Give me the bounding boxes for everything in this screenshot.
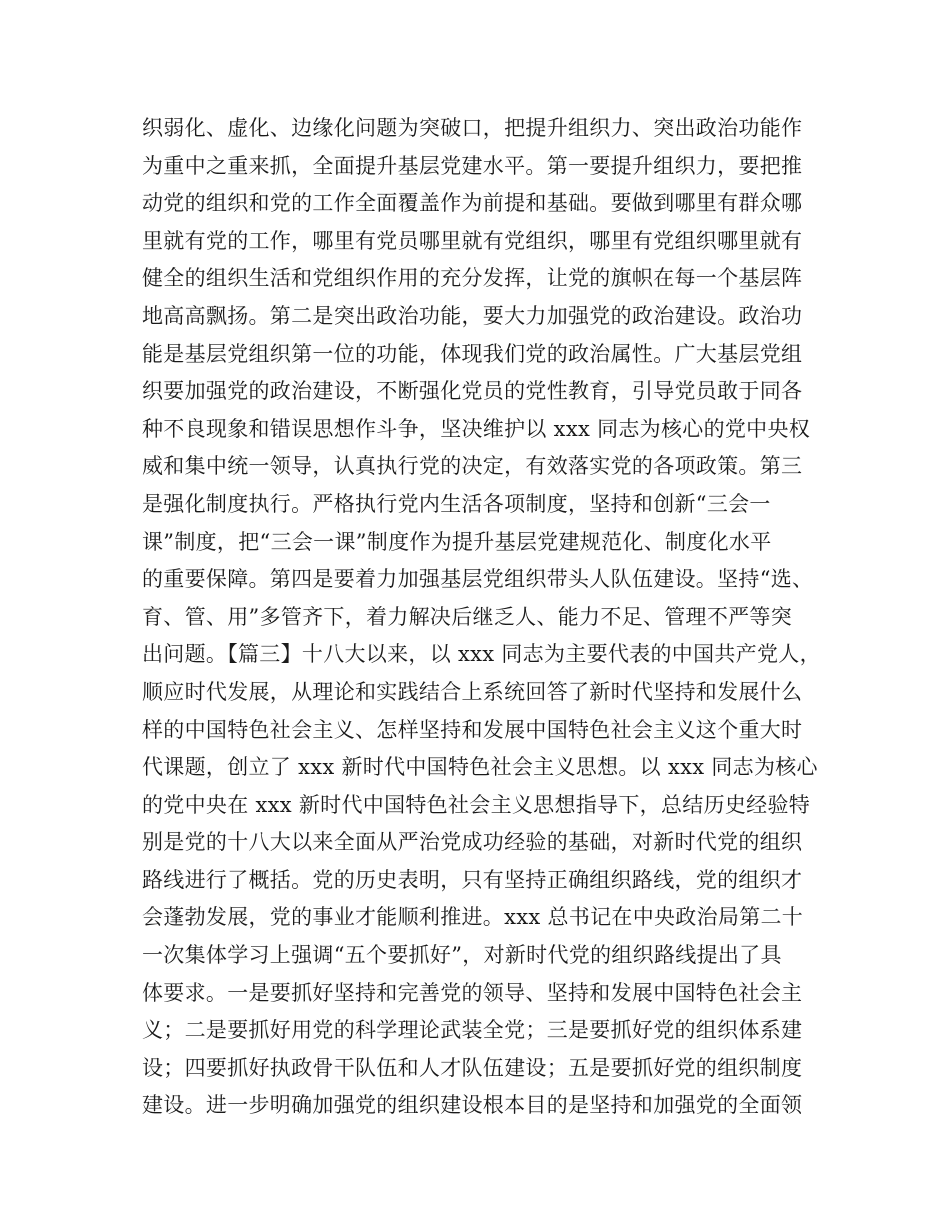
text-line: 别是党的十八大以来全面从严治党成功经验的基础，对新时代党的组织: [142, 830, 803, 855]
text-line: 织弱化、虚化、边缘化问题为突破口，把提升组织力、突出政治功能作: [142, 116, 803, 140]
text-line: 代课题，创立了 xxx 新时代中国特色社会主义思想。以 xxx 同志为核心: [142, 755, 818, 780]
text-line: 路线进行了概括。党的历史表明，只有坚持正确组织路线，党的组织才: [142, 867, 803, 892]
text-line: 义；二是要抓好用党的科学理论武装全党；三是要抓好党的组织体系建: [142, 1018, 803, 1043]
text-line: 健全的组织生活和党组织作用的充分发挥，让党的旗帜在每一个基层阵: [142, 266, 803, 291]
text-line: 的党中央在 xxx 新时代中国特色社会主义思想指导下，总结历史经验特: [142, 792, 811, 817]
text-line: 为重中之重来抓，全面提升基层党建水平。第一要提升组织力，要把推: [142, 153, 803, 178]
text-line: 出问题。【篇三】十八大以来，以 xxx 同志为主要代表的中国共产党人，: [142, 642, 821, 667]
text-line: 会蓬勃发展，党的事业才能顺利推进。xxx 总书记在中央政治局第二十: [142, 905, 804, 930]
text-line: 里就有党的工作，哪里有党员哪里就有党组织，哪里有党组织哪里就有: [142, 228, 803, 253]
text-line: 种不良现象和错误思想作斗争，坚决维护以 xxx 同志为核心的党中央权: [142, 416, 811, 441]
text-line: 体要求。一是要抓好坚持和完善党的领导、坚持和发展中国特色社会主: [142, 980, 803, 1005]
text-line: 建设。进一步明确加强党的组织建设根本目的是坚持和加强党的全面领: [142, 1093, 803, 1118]
text-line: 顺应时代发展，从理论和实践结合上系统回答了新时代坚持和发展什么: [142, 679, 803, 704]
text-line: 动党的组织和党的工作全面覆盖作为前提和基础。要做到哪里有群众哪: [142, 191, 803, 216]
text-line: 地高高飘扬。第二是突出政治功能，要大力加强党的政治建设。政治功: [142, 303, 803, 328]
text-line: 的重要保障。第四是要着力加强基层党组织带头人队伍建设。坚持“选、: [142, 567, 814, 592]
text-line: 样的中国特色社会主义、怎样坚持和发展中国特色社会主义这个重大时: [142, 717, 803, 742]
text-line: 育、管、用”多管齐下，着力解决后继乏人、能力不足、管理不严等突: [142, 604, 793, 629]
body-text: [142, 110, 832, 1125]
text-line: 课”制度，把“三会一课”制度作为提升基层党建规范化、制度化水平: [142, 529, 772, 554]
text-line: 织要加强党的政治建设，不断强化党员的党性教育，引导党员敢于同各: [142, 379, 803, 404]
text-line: 威和集中统一领导，认真执行党的决定，有效落实党的各项政策。第三: [142, 454, 803, 479]
text-line: 能是基层党组织第一位的功能，体现我们党的政治属性。广大基层党组: [142, 341, 803, 366]
text-line: 设；四要抓好执政骨干队伍和人才队伍建设；五是要抓好党的组织制度: [142, 1055, 803, 1080]
text-line: 是强化制度执行。严格执行党内生活各项制度，坚持和创新“三会一: [142, 491, 771, 516]
text-line: 一次集体学习上强调“五个要抓好”，对新时代党的组织路线提出了具: [142, 943, 782, 968]
